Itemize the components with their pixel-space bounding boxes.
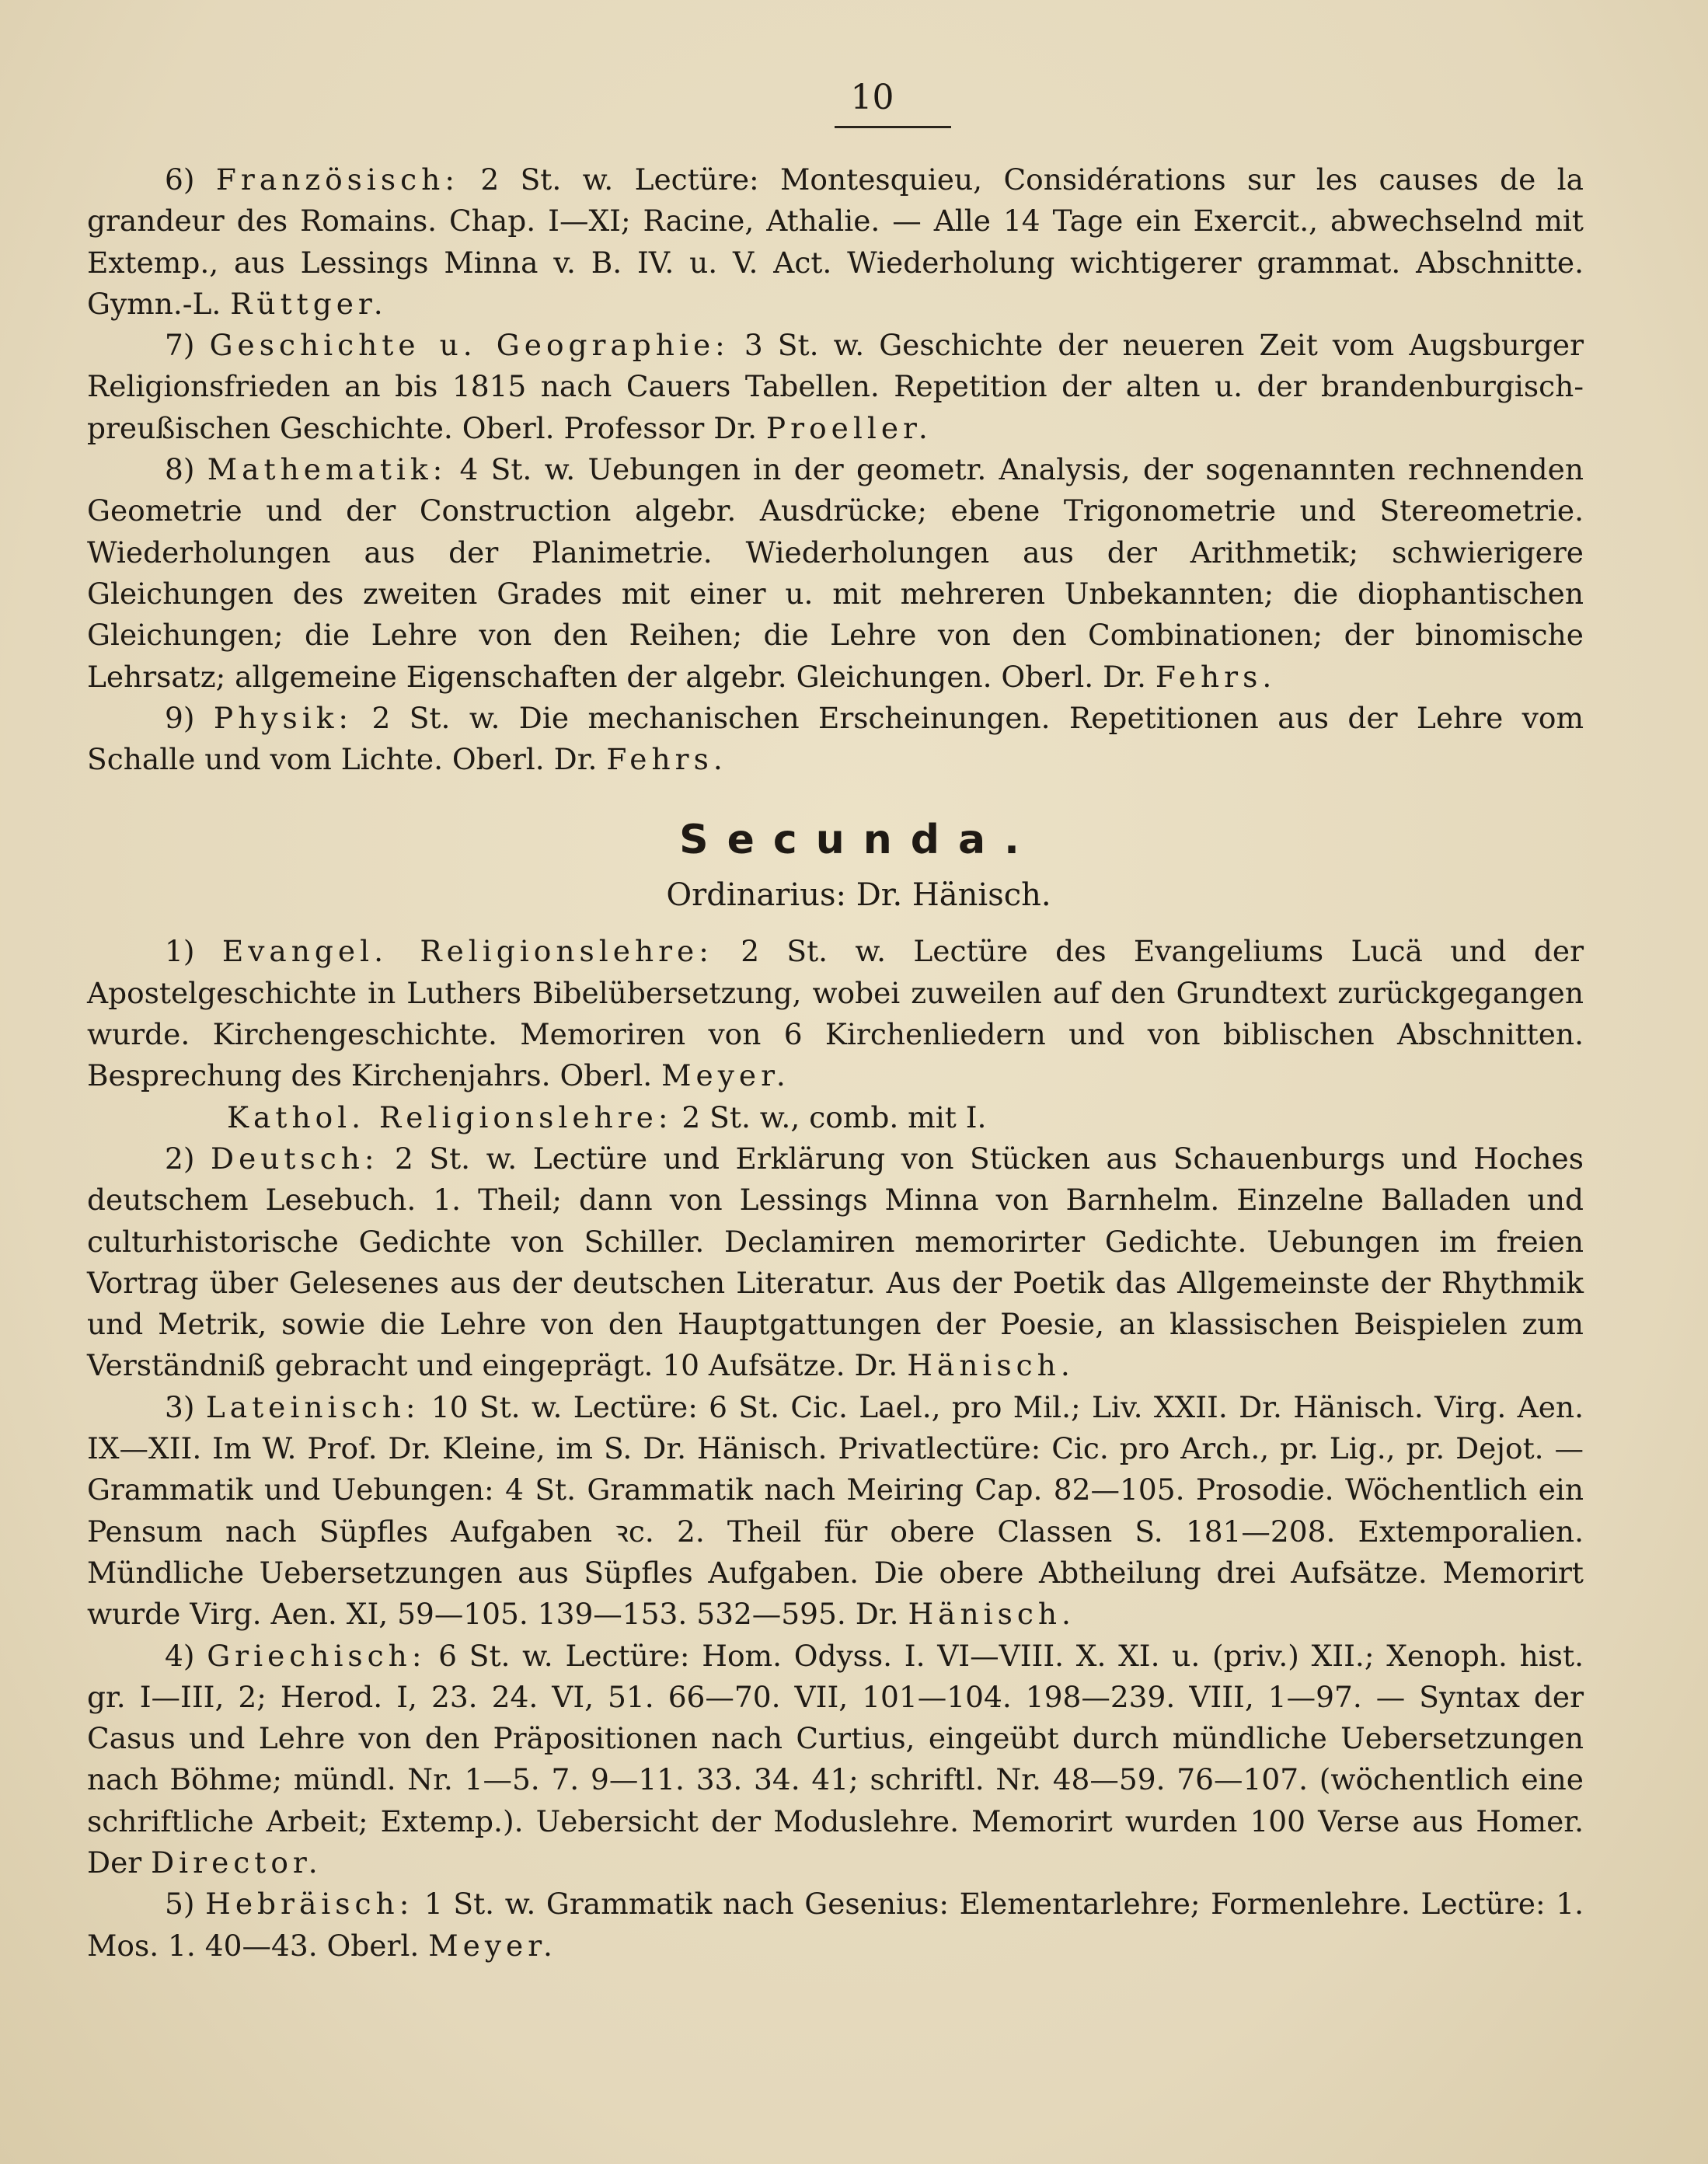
paragraph-8: 8) Mathematik: 4 St. w. Uebungen in der geometr. Analysis, der sogenannten rechnenden Geometrie und der Construction algebr. Ausdrücke; ebene Trigonometrie und Stereometrie. Wiederholungen aus der Planimetrie. Wiederholungen aus der Arithmetik; schwierigere Gleichungen des zweiten Grades mit einer u. mit mehreren Unbekannten; die diophantischen Gleichungen; die Lehre von den Reihen; die Lehre von den Combinationen; der binomische Lehrsatz; allgemeine Eigenschaften der algebr. Gleichungen. Oberl. Dr. Fehrs. (87, 452, 1584, 694)
secunda-paragraph-4: 4) Griechisch: 6 St. w. Lectüre: Hom. Odyss. I. VI—VIII. X. XI. u. (priv.) XII.; Xenoph. hist. gr. I—III, 2; Herod. I, 23. 24. VI, 51. 66—70. VII, 101—104. 198—239. VIII, 1—97. — Syntax der Casus und Lehre von den Präpositionen nach Curtius, eingeübt durch mündliche Uebersetzungen nach Böhme; mündl. Nr. 1—5. 7. 9—11. 33. 34. 41; schriftl. Nr. 48—59. 76—107. (wöchentlich eine schriftliche Arbeit; Extemp.). Uebersicht der Moduslehre. Memorirt wurden 100 Verse aus Homer. Der Director. (87, 1638, 1584, 1880)
secunda-paragraph-3: 3) Lateinisch: 10 St. w. Lectüre: 6 St. Cic. Lael., pro Mil.; Liv. XXII. Dr. Hänisch. Virg. Aen. IX—XII. Im W. Prof. Dr. Kleine, im S. Dr. Hänisch. Privatlectüre: Cic. pro Arch., pr. Lig., pr. Dejot. — Grammatik und Uebungen: 4 St. Grammatik nach Meiring Cap. 82—105. Prosodie. Wöchentlich ein Pensum nach Süpfles Aufgaben ꝛc. 2. Theil für obere Classen S. 181—208. Extemporalien. Mündliche Uebersetzungen aus Süpfles Aufgaben. Die obere Abtheilung drei Aufsätze. Memorirt wurde Virg. Aen. XI, 59—105. 139—153. 532—595. Dr. Hänisch. (87, 1389, 1584, 1632)
paragraph-6: 6) Französisch: 2 St. w. Lectüre: Montesquieu, Considérations sur les causes de la grandeur des Romains. Chap. I—XI; Racine, Athalie. — Alle 14 Tage ein Exercit., abwechselnd mit Extemp., aus Lessings Minna v. B. IV. u. V. Act. Wiederholung wichtigerer grammat. Abschnitte. Gymn.-L. Rüttger. (87, 162, 1584, 321)
secunda-paragraph-2: 2) Deutsch: 2 St. w. Lectüre und Erklärung von Stücken aus Schauenburgs und Hoches deutschem Lesebuch. 1. Theil; dann von Lessings Minna von Barnhelm. Einzelne Balladen und culturhistorische Gedichte von Schiller. Declamiren memorirter Gedichte. Uebungen im freien Vortrag über Gelesenes aus der deutschen Literatur. Aus der Poetik das Allgemeinste der Rhythmik und Metrik, sowie die Lehre von den Hauptgattungen der Poesie, an klassischen Beispielen zum Verständniß gebracht und eingeprägt. 10 Aufsätze. Dr. Hänisch. (87, 1141, 1584, 1383)
page-number-rule (835, 126, 951, 128)
top-section (87, 159, 1584, 780)
page-number: 10 (850, 78, 894, 117)
secunda-section (87, 931, 1584, 1966)
paragraph-9: 9) Physik: 2 St. w. Die mechanischen Erscheinungen. Repetitionen aus der Lehre vom Schalle und vom Lichte. Oberl. Dr. Fehrs. (87, 700, 1584, 777)
secunda-paragraph-kathol: Kathol. Religionslehre: 2 St. w., comb. mit I. (227, 1099, 987, 1134)
paragraph-7: 7) Geschichte u. Geographie: 3 St. w. Geschichte der neueren Zeit vom Augsburger Religionsfrieden an bis 1815 nach Cauers Tabellen. Repetition der alten u. der brandenburgisch-preußischen Geschichte. Oberl. Professor Dr. Proeller. (87, 328, 1584, 445)
section-title: Secunda. (679, 817, 1038, 864)
ordinarius-line: Ordinarius: Dr. Hänisch. (666, 877, 1051, 914)
secunda-paragraph-5: 5) Hebräisch: 1 St. w. Grammatik nach Gesenius: Elementarlehre; Formenlehre. Lectüre: 1. Mos. 1. 40—43. Oberl. Meyer. (87, 1887, 1584, 1963)
secunda-paragraph-1: 1) Evangel. Religionslehre: 2 St. w. Lectüre des Evangeliums Lucä und der Apostelgeschichte in Luthers Bibelübersetzung, wobei zuweilen auf den Grundtext zurückgegangen wurde. Kirchengeschichte. Memoriren von 6 Kirchenliedern und von biblischen Abschnitten. Besprechung des Kirchenjahrs. Oberl. Meyer. (87, 934, 1584, 1093)
